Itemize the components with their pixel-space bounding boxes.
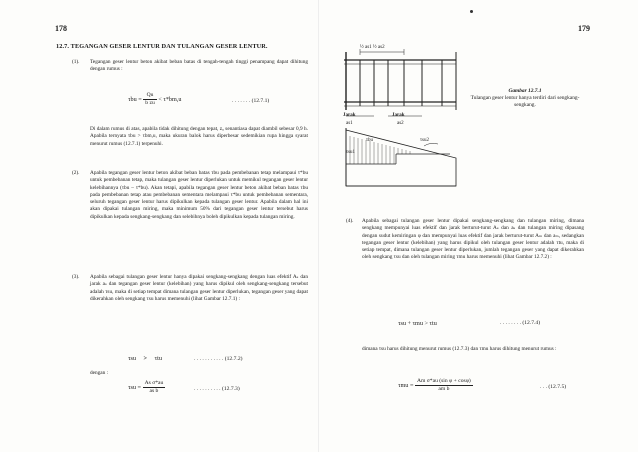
equation-number: . . . . . . . . . . (12.7.3) [194, 386, 240, 392]
eq-numerator: As σ*au [144, 380, 164, 386]
item-number: (2). [72, 170, 80, 176]
eq-numerator: Am σ*au (sin φ + cosφ) [416, 378, 471, 384]
top-dimension-label: ½ as1 ½ as2 [360, 45, 385, 50]
equation-number: . . . (12.7.5) [540, 384, 567, 390]
equation-12-7-4: τsu + τmu > τtu [398, 320, 437, 327]
paragraph: Di dalam rumus di atas, apabila tidak dihitung dengan tepat, zᵤ senantiasa dapat diambil sebesar 0,9 h. Apabila ternyata τbu > τbm,u, maka ukuran balok harus diperbesar sedemikian rupa hingga syarat menurut rumus (12.7.1) terpenuhi. [90, 126, 308, 147]
equation-number: . . . . . . . . (12.7.4) [500, 320, 541, 326]
page-number-left: 178 [55, 24, 67, 33]
item-number: (3). [72, 274, 80, 280]
equation-12-7-2 [128, 355, 162, 362]
eq-fraction [143, 92, 156, 107]
eq-lhs: τsu [128, 355, 136, 362]
eq-fraction [143, 380, 166, 395]
ink-dot [470, 10, 473, 13]
equation-12-7-1: τbu = $\frac{Qu}{\text{b zu}}$ < τ*bm,u [128, 92, 182, 106]
equation-number: . . . . . . . . . . . (12.7.2) [194, 356, 243, 362]
section-heading: 12.7. TEGANGAN GESER LENTUR DAN TULANGAN GESER LENTUR. [56, 43, 268, 50]
eq-fraction [415, 378, 473, 393]
spacing-label-as1: as1 [346, 121, 353, 126]
figure-caption-text: Tulangan geser lentur hanya terdiri dari sengkang-sengkang. [470, 95, 580, 108]
eq-numerator: Qu [143, 92, 156, 100]
page-gutter [318, 0, 319, 452]
eq-lhs: τsu = [128, 383, 142, 391]
shear-label-tsu2: τsu2 [420, 138, 429, 143]
eq-lhs: τmu = [398, 381, 414, 389]
shear-label-tbu: τbu [366, 138, 374, 143]
paragraph: Apabila tegangan geser lentur beton akibat beban batas τbu pada pembebanan tetap melampaui τ*bu untuk pembebanan tetap, maka tulangan geser lentur diperlukan untuk memikul tegangan geser lentur kelebihannya (τbu – τ*bu). Akan tetapi, apabila tegangan geser lentur beton akibat beban batas τbu pada pembebanan tetap atau pembebanan sementara melampaui τ*bu untuk pembebanan sementara, seluruh tegangan geser lentur harus dipikulkan kepada tulangan geser lentur. Apabila dalam hal ini akan dipakai tulangan miring, maka minimum 50% dari tegangan geser lentur tersebut harus dipikulkan kepada sengkang-sengkang dan selebihnya boleh dipikulkan kepada tulangan miring. [90, 170, 308, 220]
item-number: (4). [346, 218, 354, 224]
eq-denominator: am b [438, 386, 450, 392]
jarak-label-2: Jarak [392, 113, 405, 118]
item-number: (1). [72, 59, 80, 65]
equation-number: . . . . . . . (12.7.1) [232, 98, 270, 104]
paragraph: Apabila sebagai tulangan geser lentur hanya dipakai sengkang-sengkang dengan luas efektif Aₛ dan jarak aₛ dan tegangan geser lentur (kelebihan) yang harus dipikul oleh sengkang-sengkang tersebut adalah τsu, maka di setiap tempat dimana tulangan geser lentur diperlukan, tegangan geser yang dapat dikerahkan oleh sengkang τsu harus memenuhi (lihat Gambar 12.7.1) : [90, 274, 308, 302]
eq-relation: > [143, 355, 148, 362]
page-number-right: 179 [578, 24, 590, 33]
spacing-label-as2: as2 [397, 121, 404, 126]
eq-denominator: b zu [145, 100, 155, 106]
paragraph: Tegangan geser lentur beton akibat beban batas di tengah-tengah tinggi penampang dapat dihitung dengan rumus : [90, 59, 308, 73]
eq-rhs: < τ*bm,u [158, 95, 182, 103]
figure-title: Gambar 12.7.1 [508, 88, 542, 94]
jarak-label-1: Jarak [343, 113, 356, 118]
equation-12-7-5 [398, 378, 473, 393]
eq-lhs: τbu [128, 95, 137, 103]
shear-label-tsu1: τsu1 [346, 150, 355, 155]
paragraph: dimana τsu harus dihitung menurut rumus (12.7.3) dan τmu harus dihitung menurut rumus : [362, 346, 557, 352]
figure-caption [470, 88, 580, 109]
paragraph: Apabila sebagai tulangan geser lentur dipakai sengkang-sengkang dan tulangan miring, dimana sengkang mempunyai luas efektif dan jarak berturut-turut Aₛ dan aₛ dan tulangan miring dipasang dengan sudut kemiringan φ dan mempunyai luas efektif dan jarak berturut-turut Aₘ dan aₘ, sedangkan tegangan geser lentur (kelebihan) yang harus dipikul oleh tulangan geser lentur adalah τtu, maka di setiap tempat, dimana tulangan geser lentur diperlukan, jumlah tegangan geser yang dapat dikerahkan oleh sengkang τsu dan oleh tulangan miring τmu harus memenuhi (lihat Gambar 12.7.2) : [362, 218, 584, 261]
eq-rhs: τtu [154, 355, 162, 362]
dengan-label: dengan : [90, 370, 109, 376]
equation-12-7-3 [128, 380, 165, 395]
eq-denominator: as b [149, 388, 159, 394]
